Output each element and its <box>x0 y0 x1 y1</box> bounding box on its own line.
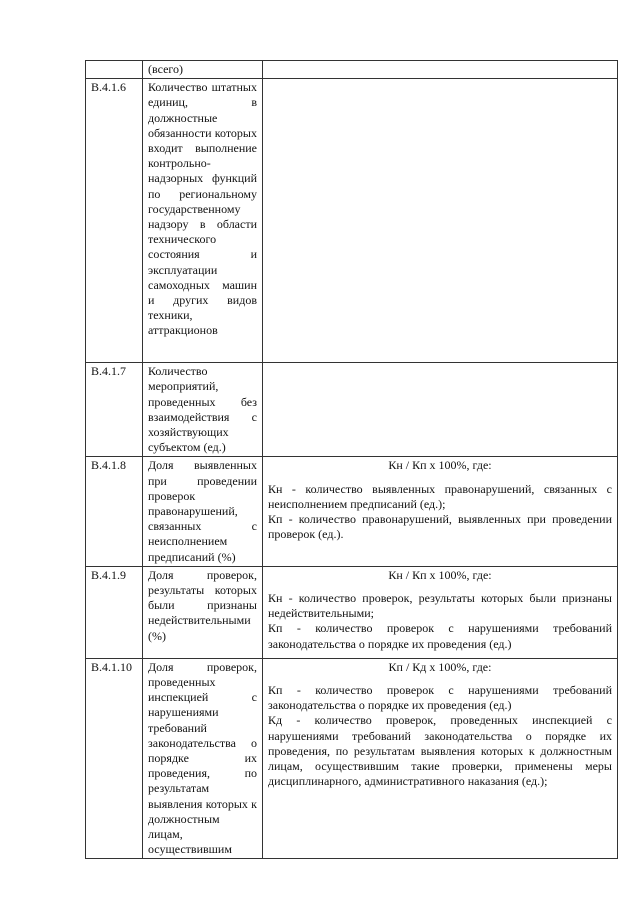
formula-definition: Кд - количество проверок, проведенных инспекцией с нарушениями требований законодательства о порядке их проведения, по результатам выявления которых к должностным лицам, осуществившим такие проверки, применены меры дисциплинарного, административного наказания (ед.); <box>268 713 612 789</box>
table-row <box>86 566 618 658</box>
indicator-formula-cell <box>263 79 618 363</box>
indicator-formula: Кп / Кд х 100%, где: <box>388 659 492 674</box>
indicator-formula-cell <box>263 61 618 79</box>
indicator-name: (всего) <box>143 61 263 79</box>
formula-definition: Кп - количество правонарушений, выявленных при проведении проверок (ед.). <box>268 512 612 542</box>
table-row <box>86 79 618 363</box>
indicator-formula-cell <box>263 363 618 457</box>
indicator-code: В.4.1.7 <box>86 363 143 457</box>
indicator-code: В.4.1.10 <box>86 658 143 859</box>
formula-definition: Кн - количество проверок, результаты которых были признаны недействительными; <box>268 591 612 621</box>
indicator-name: Количество штатных единиц, в должностные обязанности которых входит выполнение контрольно-надзорных функций по региональному государственному надзору в области технического состояния и эксплуатации самоходных машин и других видов техники, аттракционов <box>143 79 263 363</box>
formula-definition: Кп - количество проверок с нарушениями требований законодательства о порядке их проведения (ед.) <box>268 683 612 713</box>
indicator-code: В.4.1.6 <box>86 79 143 363</box>
indicators-table <box>85 60 618 859</box>
formula-definitions <box>268 482 612 543</box>
indicator-name: Доля проверок, результаты которых были признаны недействительными (%) <box>143 566 263 658</box>
indicator-code <box>86 61 143 79</box>
table-row <box>86 457 618 566</box>
formula-definition: Кп - количество проверок с нарушениями требований законодательства о порядке их проведения (ед.) <box>268 621 612 651</box>
indicator-code: В.4.1.9 <box>86 566 143 658</box>
indicator-formula: Кн / Кп х 100%, где: <box>388 567 492 582</box>
table-row <box>86 658 618 859</box>
indicator-name: Доля выявленных при проведении проверок правонарушений, связанных с неисполнением предписаний (%) <box>143 457 263 566</box>
table-row <box>86 363 618 457</box>
formula-definitions <box>268 683 612 789</box>
indicator-formula-cell <box>263 566 618 658</box>
indicator-name: Доля проверок, проведенных инспекцией с нарушениями требований законодательства о порядке их проведения, по результатам выявления которых к должностным лицам, осуществившим <box>143 658 263 859</box>
indicator-formula-cell <box>263 658 618 859</box>
indicator-name: Количество мероприятий, проведенных без взаимодействия с хозяйствующих субъектом (ед.) <box>143 363 263 457</box>
indicator-formula-cell <box>263 457 618 566</box>
table-row <box>86 61 618 79</box>
indicator-formula: Кн / Кп х 100%, где: <box>388 458 492 473</box>
formula-definition: Кн - количество выявленных правонарушений, связанных с неисполнением предписаний (ед.); <box>268 481 612 511</box>
indicator-code: В.4.1.8 <box>86 457 143 566</box>
formula-definitions <box>268 591 612 652</box>
